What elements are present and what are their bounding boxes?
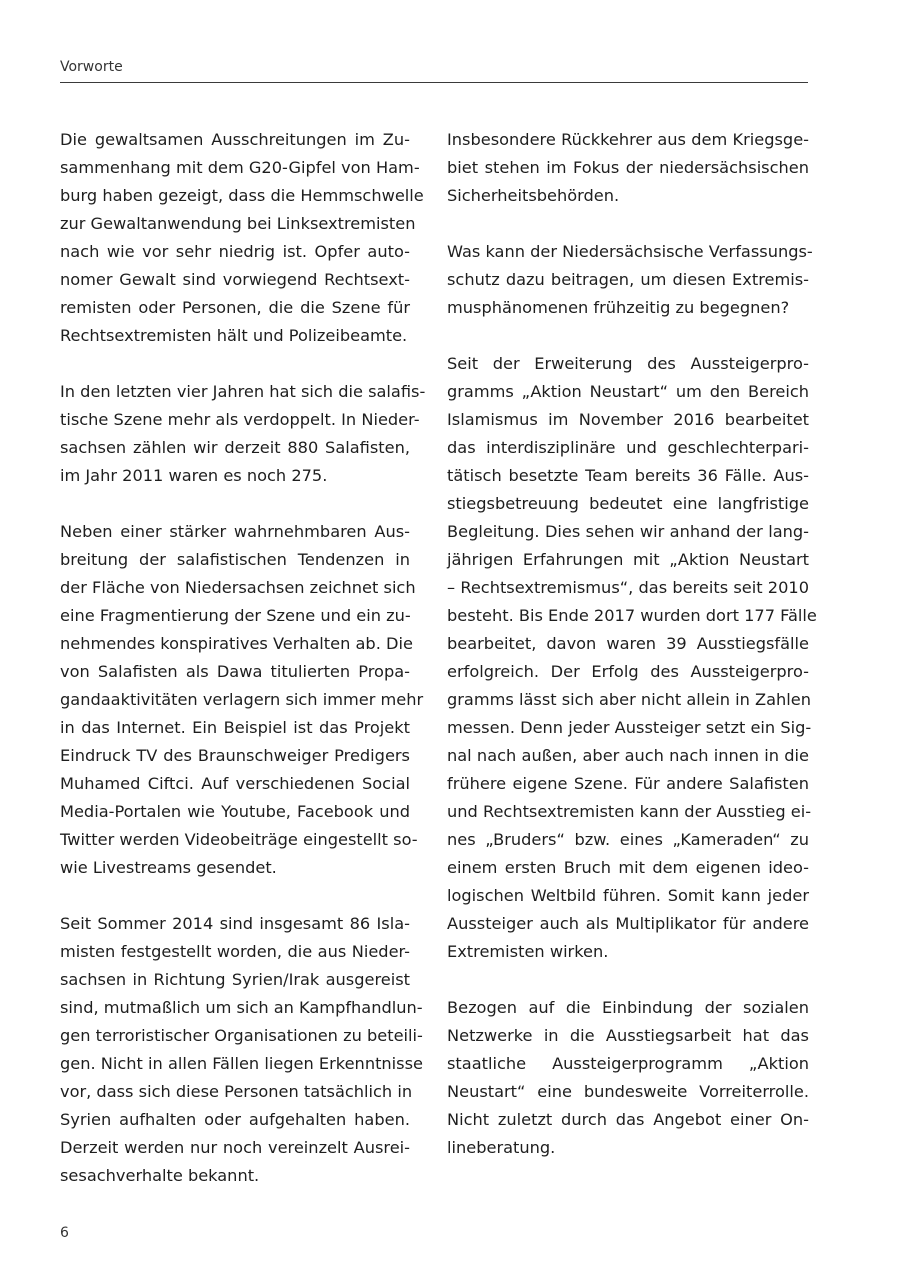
text-line: In den letzten vier Jahren hat sich die salafis- [60,382,426,401]
text-line: Syrien aufhalten oder aufgehalten haben. [60,1110,410,1129]
text-line: Islamismus im November 2016 bearbeitet [447,410,809,429]
text-line: messen. Denn jeder Aussteiger setzt ein Sig- [447,718,812,737]
text-line: misten festgestellt worden, die aus Nieder- [60,942,410,961]
text-line: Netzwerke in die Ausstiegsarbeit hat das [447,1026,809,1045]
paragraph [60,126,424,350]
text-line: gramms lässt sich aber nicht allein in Zahlen [447,690,812,709]
text-line: Aussteiger auch als Multiplikator für andere [447,914,809,933]
text-line: Media-Portalen wie Youtube, Facebook und [60,802,410,821]
text-line: Begleitung. Dies sehen wir anhand der lang- [447,522,809,541]
text-line: sesachverhalte bekannt. [60,1166,260,1185]
text-line: nach wie vor sehr niedrig ist. Opfer auto- [60,242,410,261]
text-line: logischen Weltbild führen. Somit kann jeder [447,886,809,905]
text-line: im Jahr 2011 waren es noch 275. [60,466,328,485]
paragraph [447,238,813,322]
text-line: Insbesondere Rückkehrer aus dem Kriegsge- [447,130,809,149]
text-line: Rechtsextremisten hält und Polizeibeamte. [60,326,408,345]
text-line: Sicherheitsbehörden. [447,186,620,205]
text-line: Bezogen auf die Einbindung der sozialen [447,998,809,1017]
paragraph [447,994,809,1162]
text-line: lineberatung. [447,1138,556,1157]
text-line: Die gewaltsamen Ausschreitungen im Zu- [60,130,410,149]
text-line: sammenhang mit dem G20-Gipfel von Ham- [60,158,420,177]
text-line: Extremisten wirken. [447,942,609,961]
text-line: sachsen zählen wir derzeit 880 Salafisten, [60,438,410,457]
right-column [447,126,817,1190]
text-line: schutz dazu beitragen, um diesen Extremis- [447,270,809,289]
text-line: burg haben gezeigt, dass die Hemmschwelle [60,186,424,205]
running-header [60,58,808,83]
header-title: Vorworte [60,59,123,75]
text-line: Derzeit werden nur noch vereinzelt Ausrei- [60,1138,410,1157]
text-line: – Rechtsextremismus“, das bereits seit 2010 [447,578,809,597]
text-line: biet stehen im Fokus der niedersächsischen [447,158,809,177]
text-line: vor, dass sich diese Personen tatsächlich in [60,1082,413,1101]
text-line: tätisch besetzte Team bereits 36 Fälle. Aus- [447,466,809,485]
text-line: Was kann der Niedersächsische Verfassungs- [447,242,813,261]
text-line: staatliche Aussteigerprogramm „Aktion [447,1054,809,1073]
text-line: Seit Sommer 2014 sind insgesamt 86 Isla- [60,914,410,933]
text-line: Muhamed Ciftci. Auf verschiedenen Social [60,774,410,793]
text-line: Neustart“ eine bundesweite Vorreiterrolle. [447,1082,809,1101]
text-line: Seit der Erweiterung des Aussteigerpro- [447,354,809,373]
paragraph [60,910,424,1190]
text-line: sachsen in Richtung Syrien/Irak ausgereist [60,970,410,989]
text-line: Eindruck TV des Braunschweiger Predigers [60,746,410,765]
text-line: stiegsbetreuung bedeutet eine langfristige [447,494,809,513]
text-line: nomer Gewalt sind vorwiegend Rechtsext- [60,270,410,289]
text-line: Twitter werden Videobeiträge eingestellt so- [60,830,418,849]
text-line: nes „Bruders“ bzw. eines „Kameraden“ zu [447,830,809,849]
text-line: gen terroristischer Organisationen zu beteili- [60,1026,423,1045]
text-line: das interdisziplinäre und geschlechterpari- [447,438,809,457]
text-line: gramms „Aktion Neustart“ um den Bereich [447,382,809,401]
text-line: gen. Nicht in allen Fällen liegen Erkenntnisse [60,1054,424,1073]
text-line: einem ersten Bruch mit dem eigenen ideo- [447,858,809,877]
text-line: gandaaktivitäten verlagern sich immer mehr [60,690,424,709]
text-line: breitung der salafistischen Tendenzen in [60,550,410,569]
text-line: nehmendes konspiratives Verhalten ab. Die [60,634,413,653]
text-line: Nicht zuletzt durch das Angebot einer On- [447,1110,809,1129]
text-line: und Rechtsextremisten kann der Ausstieg ei- [447,802,812,821]
text-line: der Fläche von Niedersachsen zeichnet sich [60,578,416,597]
paragraph [447,350,817,966]
text-line: nal nach außen, aber auch nach innen in die [447,746,809,765]
text-line: remisten oder Personen, die die Szene für [60,298,410,317]
paragraph [60,378,426,490]
text-line: tische Szene mehr als verdoppelt. In Nieder- [60,410,420,429]
paragraph [447,126,809,210]
text-line: Neben einer stärker wahrnehmbaren Aus- [60,522,410,541]
text-line: wie Livestreams gesendet. [60,858,277,877]
text-line: musphänomenen frühzeitig zu begegnen? [447,298,790,317]
text-line: von Salafisten als Dawa titulierten Propa- [60,662,410,681]
text-line: bearbeitet, davon waren 39 Ausstiegsfälle [447,634,809,653]
page-number: 6 [60,1225,69,1241]
text-line: besteht. Bis Ende 2017 wurden dort 177 Fälle [447,606,817,625]
text-line: frühere eigene Szene. Für andere Salafisten [447,774,809,793]
text-line: sind, mutmaßlich um sich an Kampfhandlun- [60,998,423,1017]
text-line: zur Gewaltanwendung bei Linksextremisten [60,214,416,233]
text-line: erfolgreich. Der Erfolg des Aussteigerpro- [447,662,809,681]
text-line: in das Internet. Ein Beispiel ist das Projekt [60,718,410,737]
text-line: jährigen Erfahrungen mit „Aktion Neustart [447,550,809,569]
paragraph [60,518,424,882]
text-line: eine Fragmentierung der Szene und ein zu- [60,606,411,625]
left-column [60,126,426,1218]
